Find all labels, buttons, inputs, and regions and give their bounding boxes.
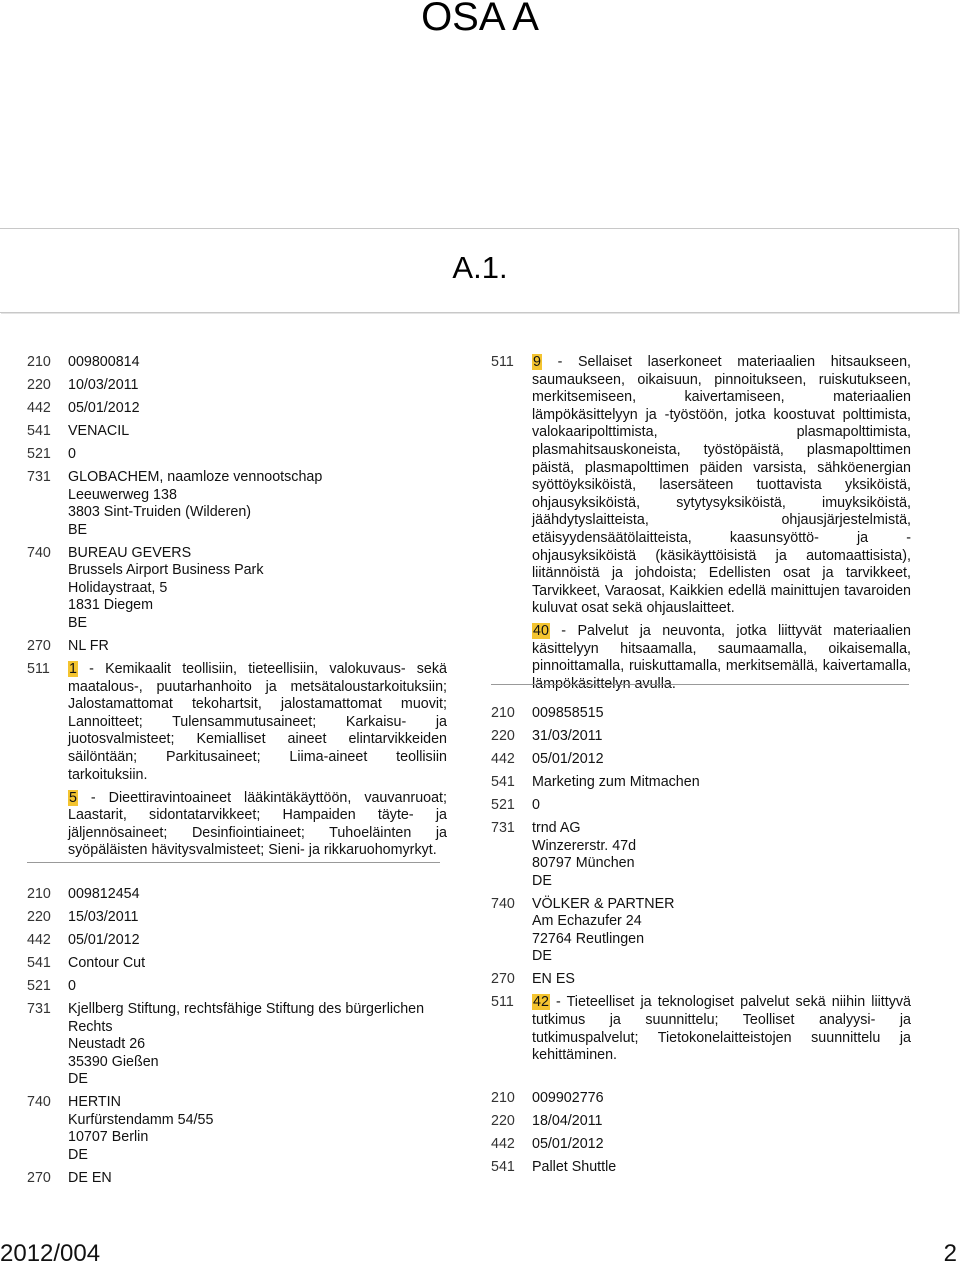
field-511: 511 9 - Sellaiset laserkoneet materiaalien hitsaukseen, saumaukseen, oikaisuun, pinnoitukseen, ruiskutukseen, merkitsemiseen, kaivertamiseen, materiaalien lämpökäsittelyyn ja -työstöön, jotka koostuvat polttimista, valokaaripolttimista, plasmapolttimista, plasmahitsauskoneista, työstöpäistä, plasmapolttimen päistä, plasmapolttimen päiden varsista, sähköenergian syöttöyksiköistä, lasersäteen tuottavista yksiköistä, ohjausyksiköistä, sytytysyksiköistä, imuyksiköistä, jäähdytyslaitteista, ohjausjärjestelmistä, etäisyydensäätölaitteista, kaasunsyöttö- ja -ohjausyksiköistä (käsikäyttöisistä ja automaattisista), liitännöistä ja johdoista; Edellisten osat ja tarvikkeet, Tarvikkeet, Varaosat, Kaikkien edellä mainittujen tavaroiden kuluvat osat sekä ohjauslaitteet. 40 - Palvelut ja neuvonta, jotka liittyvät materiaalien käsittelyyn hitsaamalla, saumaamalla, oikaisemalla, pinnoittamalla, ruiskuttamalla, merkitsemällä, kaivertamalla, lämpökäsittelyn avulla.: [491, 354, 911, 693]
entry-separator: [491, 684, 909, 685]
field-210: 210 009812454: [27, 886, 140, 902]
right-column-lower: [491, 705, 911, 1065]
field-442: 442 05/01/2012: [491, 1135, 604, 1152]
field-442: 442 05/01/2012: [27, 399, 140, 416]
field-442: 442 05/01/2012: [27, 931, 140, 948]
field-220: 220 15/03/2011: [27, 908, 139, 925]
field-270: 270 NL FR: [27, 638, 109, 655]
field-210: 210 009858515: [491, 705, 604, 721]
class-item: 9 - Sellaiset laserkoneet materiaalien hitsaukseen, saumaukseen, oikaisuun, pinnoitukseen, ruiskutukseen, merkitsemiseen, kaivertamiseen, materiaalien lämpökäsittelyyn ja -työstöön, jotka koostuvat polttimista, valokaaripolttimista, plasmapolttimista, plasmahitsauskoneista, työstöpäistä, plasmapolttimen päistä, plasmapolttimen päiden varsista, sähköenergian syöttöyksiköistä, lasersäteen tuottavista yksiköistä, ohjausyksiköistä, sytytysyksiköistä, imuyksiköistä, jäähdytyslaitteista, ohjausjärjestelmistä, etäisyydensäätölaitteista, kaasunsyöttö- ja -ohjausyksiköistä (käsikäyttöisistä ja automaattisista), liitännöistä ja johdoista; Edellisten osat ja tarvikkeet, Tarvikkeet, Varaosat, Kaikkien edellä mainittujen tavaroiden kuluvat osat sekä ohjauslaitteet.: [532, 354, 911, 617]
field-521: 521 0: [27, 977, 76, 994]
field-220: 220 18/04/2011: [491, 1112, 603, 1129]
field-210: 210 009902776: [491, 1090, 604, 1106]
right-column-bottom: [491, 1090, 911, 1177]
field-541: 541 Marketing zum Mitmachen: [491, 773, 700, 790]
page-number: 2: [943, 1240, 957, 1267]
class-number-badge: 5: [69, 789, 77, 806]
right-column: [491, 354, 911, 694]
entry-separator: [27, 862, 440, 863]
field-740: 740 BUREAU GEVERS Brussels Airport Business Park Holidaystraat, 5 1831 Diegem BE: [27, 544, 264, 632]
class-number-badge: 1: [69, 661, 77, 678]
field-731: 731 GLOBACHEM, naamloze vennootschap Leeuwerweg 138 3803 Sint-Truiden (Wilderen) BE: [27, 468, 323, 538]
field-521: 521 0: [491, 796, 540, 813]
field-220: 220 10/03/2011: [27, 376, 139, 393]
entry-009902776: [491, 1090, 911, 1177]
class-number-badge: 9: [533, 354, 541, 370]
field-442: 442 05/01/2012: [491, 750, 604, 767]
class-item: 5 - Dieettiravintoaineet lääkintäkäyttöön, vauvanruoat; Laastarit, sidontatarvikkeet; Hampaiden täyte- ja jäljennösaineet; Desinfiointiaineet; Tuhoeläinten ja syöpäläisten hävitysvalmisteet; Sieni- ja rikkaruohomyrkyt.: [68, 789, 447, 859]
field-740: 740 HERTIN Kurfürstendamm 54/55 10707 Berlin DE: [27, 1094, 214, 1164]
entry-009800814-continued: [491, 354, 911, 694]
field-731: 731 Kjellberg Stiftung, rechtsfähige Stiftung des bürgerlichen Rechts Neustadt 26 35390 Gießen DE: [27, 1000, 425, 1088]
field-511: 511 1 - Kemikaalit teollisiin, tieteellisiin, valokuvaus- sekä maatalous-, puutarhanhoito ja metsätaloustarkoituksiin; Jalostamattomat tekohartsit, jalostamattomat muovit; Lannoitteet; Tulensammutusaineet; Karkaisu- ja juotosvalmisteet; Kemialliset aineet elintarvikkeiden säilöntään; Parkitusaineet; Liima-aineet teollisiin tarkoituksiin. 5 - Dieettiravintoaineet lääkintäkäyttöön, vauvanruoat; Laastarit, sidontatarvikkeet; Hampaiden täyte- ja jäljennösaineet; Desinfiointiaineet; Tuhoeläinten ja syöpäläisten hävitysvalmisteet; Sieni- ja rikkaruohomyrkyt.: [27, 661, 447, 859]
class-item: 40 - Palvelut ja neuvonta, jotka liittyvät materiaalien käsittelyyn hitsaamalla, saumaamalla, oikaisemalla, pinnoittamalla, ruiskuttamalla, merkitsemällä, kaivertamalla, lämpökäsittelyn avulla.: [532, 623, 911, 693]
class-item: 42 - Tieteelliset ja teknologiset palvelut sekä niihin liittyvä tutkimus ja suunnittelu; Teolliset analyysi- ja tutkimuspalvelut; Tietokonelaitteistojen suunnittelu ja kehittäminen.: [532, 994, 911, 1064]
field-521: 521 0: [27, 445, 76, 462]
field-270: 270 EN ES: [491, 971, 575, 988]
section-title: A.1.: [452, 250, 508, 285]
class-item: 1 - Kemikaalit teollisiin, tieteellisiin, valokuvaus- sekä maatalous-, puutarhanhoito ja metsätaloustarkoituksiin; Jalostamattomat tekohartsit, jalostamattomat muovit; Lannoitteet; Tulensammutusaineet; Karkaisu- ja juotosvalmisteet; Kemialliset aineet elintarvikkeiden säilöntään; Parkitusaineet; Liima-aineet teollisiin tarkoituksiin.: [68, 661, 447, 783]
class-number-badge: 42: [533, 994, 549, 1011]
field-541: 541 Contour Cut: [27, 954, 146, 971]
field-270: 270 DE EN: [27, 1170, 112, 1187]
entry-009812454: [27, 886, 447, 1188]
entry-009858515: [491, 705, 911, 1065]
left-column-lower: [27, 886, 447, 1188]
field-210: 210 009800814: [27, 354, 140, 370]
field-220: 220 31/03/2011: [491, 727, 603, 744]
field-541: 541 Pallet Shuttle: [491, 1158, 617, 1175]
field-511: 511 42 - Tieteelliset ja teknologiset palvelut sekä niihin liittyvä tutkimus ja suunnittelu; Teolliset analyysi- ja tutkimuspalvelut; Tietokonelaitteistojen suunnittelu ja kehittäminen.: [491, 994, 911, 1064]
field-731: 731 trnd AG Winzererstr. 47d 80797 München DE: [491, 819, 637, 889]
issue-number: 2012/004: [0, 1240, 101, 1267]
entry-009800814: [27, 354, 447, 860]
left-column: [27, 354, 447, 860]
page-title: OSA A: [421, 0, 539, 39]
class-number-badge: 40: [533, 623, 549, 640]
field-541: 541 VENACIL: [27, 422, 130, 439]
field-740: 740 VÖLKER & PARTNER Am Echazufer 24 72764 Reutlingen DE: [491, 895, 675, 965]
